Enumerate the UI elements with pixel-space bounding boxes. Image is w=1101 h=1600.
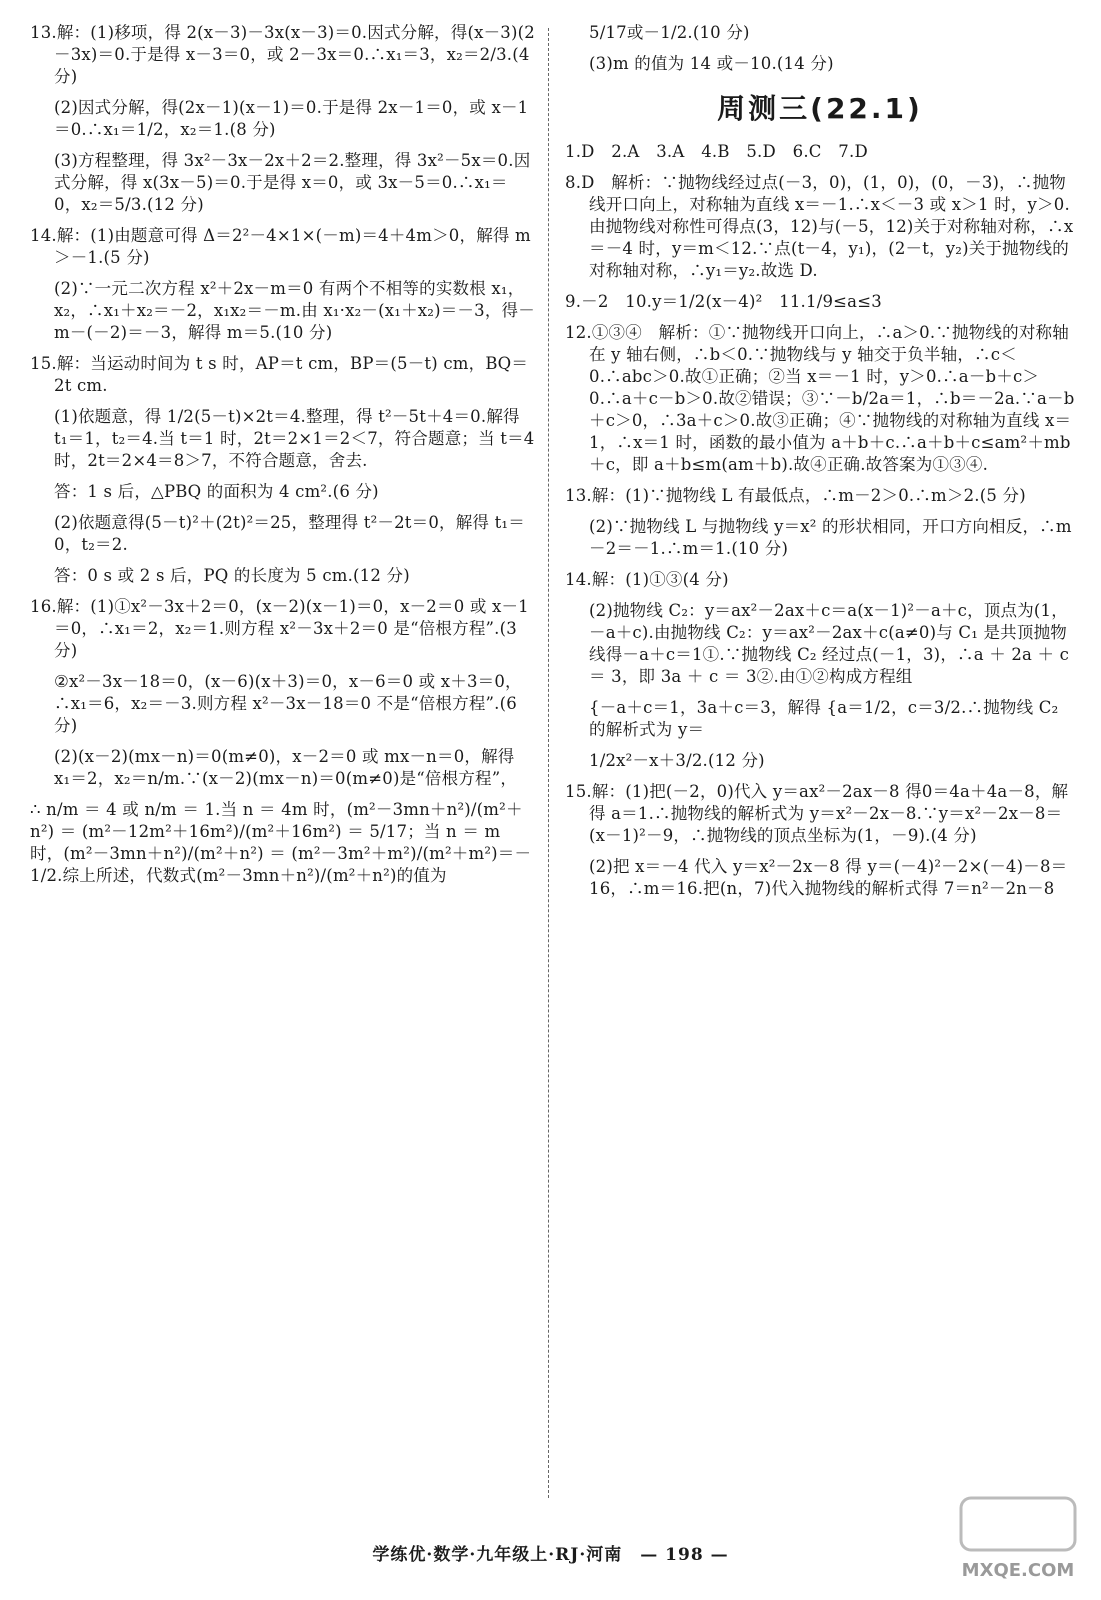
answer-14-result: 1/2x²－x＋3/2.(12 分)	[589, 751, 765, 770]
watermark-text: MXQE.COM	[961, 1560, 1075, 1581]
answer-15-part1: (1)依题意，得 1/2(5－t)×2t＝4.整理，得 t²－5t＋4＝0.解得 t₁＝1，t₂＝4.当 t＝1 时，2t＝2×1＝2＜7，符合题意；当 t＝4 时，2t＝2×4＝8＞7，不符合题意，舍去.	[54, 407, 535, 470]
answer-16-part1a: 16.解：(1)①x²－3x＋2＝0，(x－2)(x－1)＝0，x－2＝0 或 x－1＝0，∴x₁＝2，x₂＝1.则方程 x²－3x＋2＝0 是“倍根方程”.(3 分)	[30, 597, 529, 660]
answer-13-part2: (2)因式分解，得(2x－1)(x－1)＝0.于是得 2x－1＝0，或 x－1＝0.∴x₁＝1/2，x₂＝1.(8 分)	[54, 98, 529, 139]
answer-15-part1-r: 15.解：(1)把(－2，0)代入 y＝ax²－2ax－8 得0＝4a＋4a－8，解得 a＝1.∴抛物线的解析式为 y＝x²－2x－8.∵y＝x²－2x－8＝(x－1)²－9，∴抛物线的顶点坐标为(1，－9).(4 分)	[565, 782, 1069, 845]
answer-14-part2-r: (2)抛物线 C₂：y＝ax²－2ax＋c＝a(x－1)²－a＋c，顶点为(1，－a＋c).由抛物线 C₂：y＝ax²－2ax＋c(a≠0)与 C₁ 是共顶抛物线得－a＋c＝1①.∵抛物线 C₂ 经过点(－1，3)，∴a ＋ 2a ＋ c ＝ 3，即 3a ＋ c ＝ 3②.由①②构成方程组	[589, 601, 1070, 686]
equation-system: {－a＋c＝1，3a＋c＝3，解得 {a＝1/2，c＝3/2.∴抛物线 C₂ 的解析式为 y＝	[589, 698, 1059, 739]
answer-15-part2: (2)依题意得(5－t)²＋(2t)²＝25，整理得 t²－2t＝0，解得 t₁＝0，t₂＝2.	[54, 513, 525, 554]
watermark-logo	[953, 1488, 1083, 1588]
column-divider	[548, 28, 549, 1498]
answer-15-part2-r: (2)把 x＝－4 代入 y＝x²－2x－8 得 y＝(－4)²－2×(－4)－8＝16，∴m＝16.把(n，7)代入抛物线的解析式得 7＝n²－2n－8	[589, 857, 1068, 898]
answer-13-part1-r: 13.解：(1)∵抛物线 L 有最低点，∴m－2＞0.∴m＞2.(5 分)	[565, 486, 1026, 505]
answer-14-part1-r: 14.解：(1)①③(4 分)	[565, 570, 729, 589]
section-title: 周测三(22.1)	[717, 92, 923, 125]
answer-15-intro: 15.解：当运动时间为 t s 时，AP＝t cm，BP＝(5－t) cm，BQ＝2t cm.	[30, 354, 529, 395]
answer-15-part2-reply: 答：0 s 或 2 s 后，PQ 的长度为 5 cm.(12 分)	[54, 566, 410, 585]
answer-16-part1b: ②x²－3x－18＝0，(x－6)(x＋3)＝0，x－6＝0 或 x＋3＝0，∴x₁＝6，x₂＝－3.则方程 x²－3x－18＝0 不是“倍根方程”.(6 分)	[54, 672, 522, 735]
answer-12: 12.①③④ 解析：①∵抛物线开口向上，∴a＞0.∵抛物线的对称轴在 y 轴右侧，∴b＜0.∵抛物线与 y 轴交于负半轴，∴c＜0.∴abc＞0.故①正确；②当 x＝－1 时，y＞0.∴a－b＋c＞0.∴a＋c－b＞0.故②错误；③∵－b/2a＝1，∴b＝－2a.∵a－b＋c＞0，∴3a＋c＞0.故③正确；④∵抛物线的对称轴为直线 x＝1，∴x＝1 时，函数的最小值为 a＋b＋c.∴a＋b＋c≤am²＋mb＋c，即 a＋b≤m(am＋b).故④正确.故答案为①③④.	[565, 323, 1075, 474]
answer-8: 8.D 解析：∵抛物线经过点(－3，0)，(1，0)，(0，－3)，∴抛物线开口向上，对称轴为直线 x＝－1.∴x＜－3 或 x＞1 时，y＞0.由抛物线对称性可得点(3，12)与(－5，12)关于对称轴对称，∴x＝－4 时，y＝m＜12.∵点(t－4，y₁)，(2－t，y₂)关于抛物线的对称轴对称，∴y₁＝y₂.故选 D.	[565, 173, 1074, 280]
answer-14-part1: 14.解：(1)由题意可得 Δ＝2²－4×1×(－m)＝4＋4m＞0，解得 m＞－1.(5 分)	[30, 226, 531, 267]
answer-14-part2: (2)∵一元二次方程 x²＋2x－m＝0 有两个不相等的实数根 x₁，x₂，∴x₁＋x₂＝－2，x₁x₂＝－m.由 x₁·x₂－(x₁＋x₂)＝－3，得－m－(－2)＝－3，解得 m＝5.(10 分)	[54, 279, 535, 342]
answer-15-part1-reply: 答：1 s 后，△PBQ 的面积为 4 cm².(6 分)	[54, 482, 379, 501]
answer-16-result: 5/17或－1/2.(10 分)	[589, 23, 750, 42]
answer-16-part2: (2)(x－2)(mx－n)＝0(m≠0)，x－2＝0 或 mx－n＝0，解得 x₁＝2，x₂＝n/m.∵(x－2)(mx－n)＝0(m≠0)是“倍根方程”，	[54, 747, 518, 788]
page-footer: 学练优·数学·九年级上·RJ·河南 — 198 —	[372, 1545, 729, 1565]
answer-13-part2-r: (2)∵抛物线 L 与抛物线 y＝x² 的形状相同，开口方向相反，∴m－2＝－1.∴m＝1.(10 分)	[589, 517, 1072, 558]
answer-13-part1: 13.解：(1)移项，得 2(x－3)－3x(x－3)＝0.因式分解，得(x－3)(2－3x)＝0.于是得 x－3＝0，或 2－3x＝0.∴x₁＝3，x₂＝2/3.(4 分)	[30, 23, 535, 86]
left-column	[30, 22, 535, 896]
answers-9-11: 9.－2 10.y＝1/2(x－4)² 11.1/9≤a≤3	[565, 292, 882, 311]
answer-16-part2-cont: ∴ n/m ＝ 4 或 n/m ＝ 1.当 n ＝ 4m 时，(m²－3mn＋n²)/(m²＋n²) ＝ (m²－12m²＋16m²)/(m²＋16m²) ＝ 5/17；当 n ＝ m 时，(m²－3mn＋n²)/(m²＋n²) ＝ (m²－3m²＋m²)/(m²＋m²)＝－1/2.综上所述，代数式(m²－3mn＋n²)/(m²＋n²)的值为	[30, 800, 532, 885]
answer-16-part3: (3)m 的值为 14 或－10.(14 分)	[589, 54, 834, 73]
answer-13-part3: (3)方程整理，得 3x²－3x－2x＋2＝2.整理，得 3x²－5x＝0.因式分解，得 x(3x－5)＝0.于是得 x＝0，或 3x－5＝0.∴x₁＝0，x₂＝5/3.(12 分)	[54, 151, 531, 214]
right-column	[565, 22, 1075, 909]
choice-answers: 1.D 2.A 3.A 4.B 5.D 6.C 7.D	[565, 142, 868, 161]
